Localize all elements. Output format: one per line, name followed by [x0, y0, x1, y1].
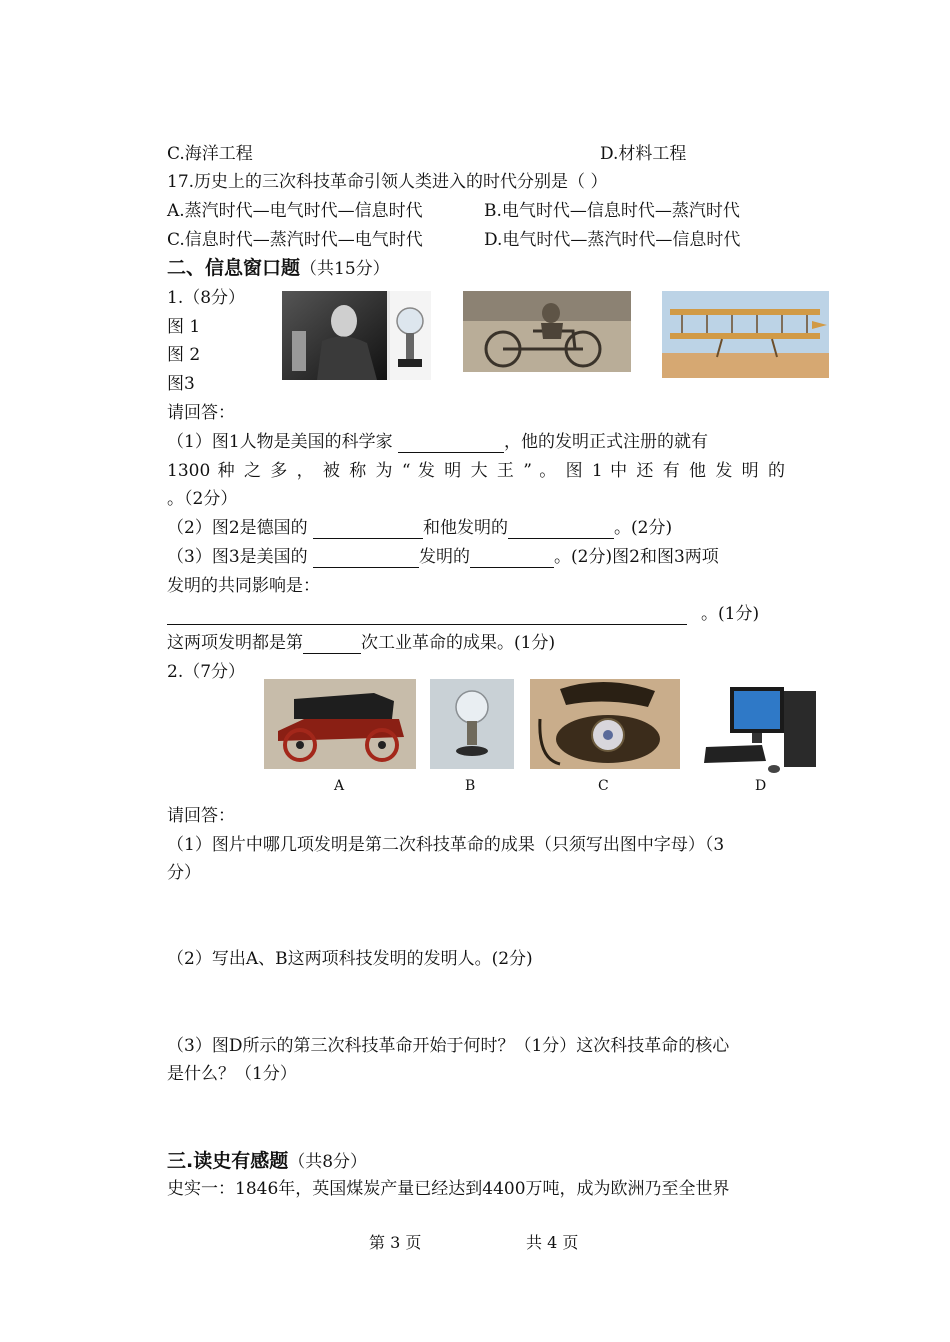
section2-score: （共15分）: [300, 259, 390, 279]
q1-sub3-line2: 发明的共同影响是：: [167, 576, 320, 596]
section3-title: 三.读史有感题: [167, 1150, 289, 1172]
figure-2-benz-car-photo: [463, 291, 631, 372]
q1-head: 1.（8分）: [167, 288, 246, 308]
q1-sub3-pre: （3）图3是美国的: [167, 547, 314, 567]
answer-blank[interactable]: [313, 549, 419, 568]
image-a-model-t-car: [264, 679, 416, 769]
q2-head: 2.（7分）: [167, 662, 246, 682]
q1-sub3-line3: [167, 603, 759, 625]
caption-b: B: [465, 778, 476, 794]
answer-blank[interactable]: [313, 520, 423, 539]
q1-sub3-line1: [167, 546, 719, 568]
section3-heading: [167, 1150, 367, 1173]
q1-sub2-pre: （2）图2是德国的: [167, 518, 314, 538]
q1-fig3-label: 图3: [167, 374, 195, 394]
figure-3-wright-airplane-photo: [662, 291, 829, 378]
q1-sub1-line2: 1300 种 之 多 ， 被 称 为 “ 发 明 大 王 ” 。 图 1 中 还 有 他 发 明 的: [167, 461, 785, 481]
section3-score: （共8分）: [288, 1152, 368, 1172]
q1-fig2-label: 图 2: [167, 345, 201, 365]
q1-fig1-label: 图 1: [167, 317, 201, 337]
q1-sub2-post: 。(2分): [614, 518, 673, 538]
q2-sub1-line1: （1）图片中哪几项发明是第二次科技革命的成果（只须写出图中字母）（3: [167, 835, 725, 855]
q17-stem: 17.历史上的三次科技革命引领人类进入的时代分别是（ ）: [167, 172, 608, 192]
q2-sub2: （2）写出A、B这两项科技发明的发明人。(2分): [167, 949, 533, 969]
footer-total-pages: 共 4 页: [526, 1233, 579, 1252]
answer-blank[interactable]: [303, 635, 361, 654]
section2-title: 二、信息窗口题: [167, 257, 301, 279]
q1-sub3-line3-post: 。(1分): [701, 604, 760, 624]
q1-sub2: [167, 517, 672, 539]
footer-page-number: 第 3 页: [369, 1233, 422, 1252]
q1-sub4-post: 次工业革命的成果。(1分): [361, 633, 556, 653]
q2-sub3-line2: 是什么？（1分）: [167, 1064, 297, 1084]
answer-blank[interactable]: [470, 549, 554, 568]
answer-blank[interactable]: [398, 434, 504, 453]
caption-c: C: [598, 778, 609, 794]
q1-sub1-line3: 。（2分）: [167, 489, 238, 509]
figure-1-edison-photo: [282, 291, 431, 380]
q1-sub4-pre: 这两项发明都是第: [167, 633, 303, 653]
answer-blank[interactable]: [508, 520, 614, 539]
q17-option-c: C.信息时代—蒸汽时代—电气时代: [167, 230, 423, 250]
image-b-light-bulb: [430, 679, 514, 769]
q1-sub1-pre: （1）图1人物是美国的科学家: [167, 432, 399, 452]
caption-a: A: [334, 778, 345, 794]
image-d-computer: [700, 681, 818, 779]
q17-option-d: D.电气时代—蒸汽时代—信息时代: [484, 230, 741, 250]
image-c-telephone: [530, 679, 680, 769]
caption-d: D: [755, 778, 767, 794]
q1-sub3-mid: 发明的: [419, 547, 471, 567]
q1-sub3-post: 。(2分)图2和图3两项: [554, 547, 719, 567]
answer-blank[interactable]: [167, 606, 687, 625]
q2-sub1-line2: 分）: [167, 863, 201, 883]
q16-option-c: C.海洋工程: [167, 144, 253, 164]
q17-option-b: B.电气时代—信息时代—蒸汽时代: [484, 201, 740, 221]
q1-sub2-mid: 和他发明的: [423, 518, 509, 538]
q1-prompt: 请回答：: [167, 403, 235, 423]
q1-sub1-post: ，他的发明正式注册的就有: [504, 432, 709, 452]
q1-sub4: [167, 632, 555, 654]
section2-heading: [167, 257, 390, 280]
q17-option-a: A.蒸汽时代—电气时代—信息时代: [167, 201, 423, 221]
q2-prompt: 请回答：: [167, 806, 235, 826]
q16-option-d: D.材料工程: [600, 144, 687, 164]
q1-sub1-line1: [167, 431, 708, 453]
q2-sub3-line1: （3）图D所示的第三次科技革命开始于何时？（1分）这次科技革命的核心: [167, 1036, 730, 1056]
fact1-text: 史实一：1846年，英国煤炭产量已经达到4400万吨，成为欧洲乃至全世界: [167, 1179, 730, 1199]
